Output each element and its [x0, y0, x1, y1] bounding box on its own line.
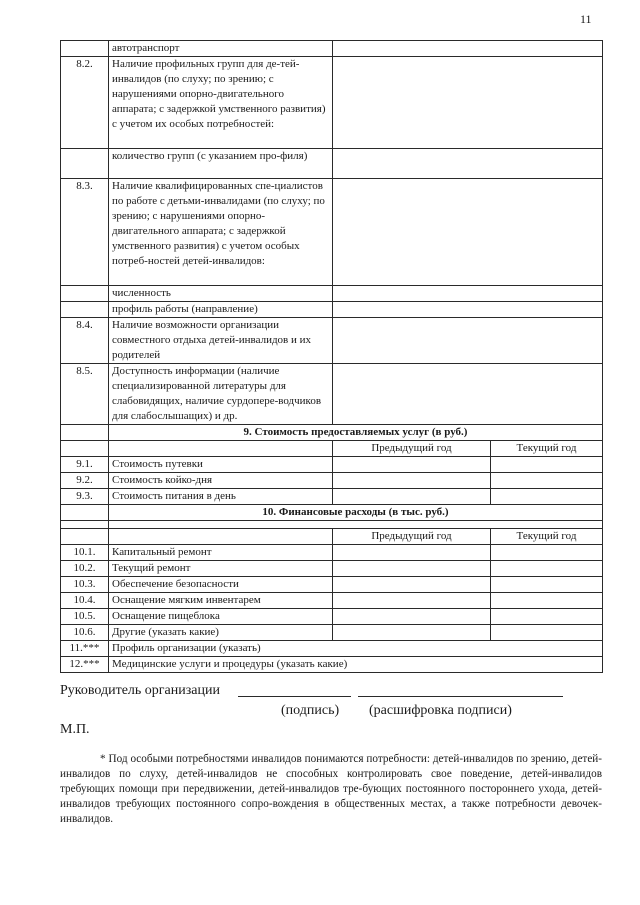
- row-number-cell: [61, 505, 109, 521]
- row-number-cell: 10.1.: [61, 545, 109, 561]
- current-year-value-cell[interactable]: [491, 625, 603, 641]
- footnote: * Под особыми потребностями инвалидов понимаются потребности: детей-инвалидов по зрению, детей-инвалидов по слуху, детей-инвалидов не способных контролировать свое поведение, детей-инвалидов требующих помощи при передвижении, детей-инвалидов тре-бующих постоянного постороннего ухода, детей-инвалидов требующих постоянного сопро-вождения в общественных местах, а также потребности девочек-инвалидов.: [60, 753, 602, 825]
- row-number-cell: [61, 529, 109, 545]
- row-number-cell: [61, 521, 109, 529]
- signature-caption: (подпись): [281, 703, 340, 718]
- row-label-cell: Обеспечение безопасности: [109, 577, 333, 593]
- row-label-cell: Наличие возможности организации совместного отдыха детей-инвалидов и их родителей: [109, 318, 333, 364]
- value-cell[interactable]: [333, 364, 603, 425]
- previous-year-value-cell[interactable]: [333, 609, 491, 625]
- table-row: [61, 577, 603, 593]
- signature-block: [60, 683, 602, 725]
- row-number-cell: 10.6.: [61, 625, 109, 641]
- value-cell[interactable]: [333, 41, 603, 57]
- signature-field[interactable]: [238, 696, 351, 697]
- previous-year-value-cell[interactable]: [333, 545, 491, 561]
- value-cell[interactable]: [333, 57, 603, 149]
- table-row: [61, 625, 603, 641]
- previous-year-value-cell[interactable]: [333, 489, 491, 505]
- row-number-cell: 10.2.: [61, 561, 109, 577]
- row-label-cell: Оснащение пищеблока: [109, 609, 333, 625]
- row-number-cell: 8.3.: [61, 179, 109, 286]
- previous-year-value-cell[interactable]: [333, 593, 491, 609]
- table-row: [61, 561, 603, 577]
- section-9-header-row: [61, 425, 603, 441]
- previous-year-value-cell[interactable]: [333, 625, 491, 641]
- previous-year-value-cell[interactable]: [333, 561, 491, 577]
- signature-label: Руководитель организации: [60, 683, 220, 698]
- column-header-previous-year: Предыдущий год: [333, 529, 491, 545]
- section-9-column-header-row: [61, 441, 603, 457]
- table-row: [61, 473, 603, 489]
- page-number: 11: [580, 12, 592, 26]
- row-label-cell: Наличие профильных групп для де-тей-инвалидов (по слуху; по зрению; с нарушениями опорно-двигательного аппарата; с задержкой умственного развития) с учетом их особых потребностей:: [109, 57, 333, 149]
- table-row: [61, 593, 603, 609]
- row-number-cell: [61, 425, 109, 441]
- table-row: [61, 657, 603, 673]
- row-label-cell: Профиль организации (указать): [109, 641, 603, 657]
- row-label-cell: [109, 441, 333, 457]
- row-label-cell: профиль работы (направление): [109, 302, 333, 318]
- row-label-cell: Медицинские услуги и процедуры (указать какие): [109, 657, 603, 673]
- value-cell[interactable]: [333, 302, 603, 318]
- row-number-cell: 8.2.: [61, 57, 109, 149]
- table-row: [61, 364, 603, 425]
- value-cell[interactable]: [333, 149, 603, 179]
- table-row: [61, 318, 603, 364]
- table-row: [61, 57, 603, 149]
- row-number-cell: 9.2.: [61, 473, 109, 489]
- current-year-value-cell[interactable]: [491, 457, 603, 473]
- row-number-cell: 11.***: [61, 641, 109, 657]
- section-10-column-header-row: [61, 529, 603, 545]
- value-cell[interactable]: [333, 286, 603, 302]
- row-label-cell: Стоимость путевки: [109, 457, 333, 473]
- current-year-value-cell[interactable]: [491, 489, 603, 505]
- row-label-cell: Доступность информации (наличие специализированной литературы для слабовидящих, наличие сурдопере-водчиков для слабослышащих) и др.: [109, 364, 333, 425]
- row-label-cell: Текущий ремонт: [109, 561, 333, 577]
- section-9-title: 9. Стоимость предоставляемых услуг (в руб.): [109, 425, 603, 441]
- previous-year-value-cell[interactable]: [333, 473, 491, 489]
- signature-decode-caption: (расшифровка подписи): [369, 703, 512, 718]
- current-year-value-cell[interactable]: [491, 593, 603, 609]
- seal-placeholder: М.П.: [60, 722, 90, 737]
- previous-year-value-cell[interactable]: [333, 457, 491, 473]
- section-10-spacer-row: [61, 521, 603, 529]
- current-year-value-cell[interactable]: [491, 473, 603, 489]
- row-label-cell: Оснащение мягким инвентарем: [109, 593, 333, 609]
- row-number-cell: 9.1.: [61, 457, 109, 473]
- table-row: [61, 41, 603, 57]
- column-header-current-year: Текущий год: [491, 529, 603, 545]
- row-label-cell: Наличие квалифицированных спе-циалистов по работе с детьми-инвалидами (по слуху; по зрению; с нарушениями опорно-двигательного аппарата; с задержкой умственного развития) с учетом особых потреб-ностей детей-инвалидов:: [109, 179, 333, 286]
- table-row: [61, 641, 603, 657]
- spacer-cell: [109, 521, 603, 529]
- section-10-title: 10. Финансовые расходы (в тыс. руб.): [109, 505, 603, 521]
- table-row: [61, 545, 603, 561]
- row-number-cell: [61, 302, 109, 318]
- row-label-cell: Стоимость койко-дня: [109, 473, 333, 489]
- row-number-cell: [61, 286, 109, 302]
- value-cell[interactable]: [333, 318, 603, 364]
- current-year-value-cell[interactable]: [491, 561, 603, 577]
- row-number-cell: [61, 441, 109, 457]
- column-header-previous-year: Предыдущий год: [333, 441, 491, 457]
- row-number-cell: [61, 41, 109, 57]
- signature-decode-field[interactable]: [358, 696, 563, 697]
- row-number-cell: 8.4.: [61, 318, 109, 364]
- previous-year-value-cell[interactable]: [333, 577, 491, 593]
- current-year-value-cell[interactable]: [491, 609, 603, 625]
- current-year-value-cell[interactable]: [491, 577, 603, 593]
- table-row: [61, 149, 603, 179]
- row-number-cell: 10.5.: [61, 609, 109, 625]
- row-number-cell: 10.4.: [61, 593, 109, 609]
- row-number-cell: 10.3.: [61, 577, 109, 593]
- table-row: [61, 302, 603, 318]
- value-cell[interactable]: [333, 179, 603, 286]
- row-number-cell: [61, 149, 109, 179]
- column-header-current-year: Текущий год: [491, 441, 603, 457]
- row-label-cell: [109, 529, 333, 545]
- table-row: [61, 609, 603, 625]
- row-label-cell: численность: [109, 286, 333, 302]
- table-row: [61, 457, 603, 473]
- row-label-cell: количество групп (с указанием про-филя): [109, 149, 333, 179]
- table-row: [61, 179, 603, 286]
- row-label-cell: автотранспорт: [109, 41, 333, 57]
- table-row: [61, 489, 603, 505]
- row-label-cell: Другие (указать какие): [109, 625, 333, 641]
- form-table: [60, 40, 603, 673]
- row-number-cell: 9.3.: [61, 489, 109, 505]
- section-10-header-row: [61, 505, 603, 521]
- table-row: [61, 286, 603, 302]
- row-number-cell: 8.5.: [61, 364, 109, 425]
- row-label-cell: Капитальный ремонт: [109, 545, 333, 561]
- current-year-value-cell[interactable]: [491, 545, 603, 561]
- row-number-cell: 12.***: [61, 657, 109, 673]
- row-label-cell: Стоимость питания в день: [109, 489, 333, 505]
